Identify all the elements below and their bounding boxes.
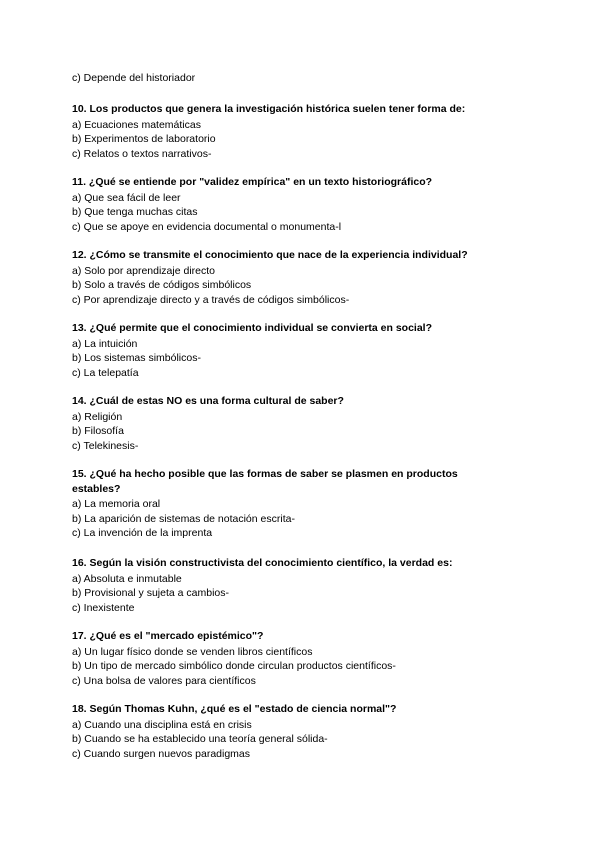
question-13 bbox=[72, 321, 542, 380]
option-a: a) La memoria oral bbox=[72, 498, 161, 510]
question-17 bbox=[72, 629, 542, 688]
question-title: 11. ¿Qué se entiende por "validez empírica" en un texto historiográfico? bbox=[72, 176, 433, 188]
option-c: c) Cuando surgen nuevos paradigmas bbox=[72, 747, 251, 760]
option-b: b) Un tipo de mercado simbólico donde circulan productos científicos- bbox=[72, 660, 396, 672]
option-c: c) Por aprendizaje directo y a través de códigos simbólicos- bbox=[72, 293, 350, 306]
option-c: c) La telepatía bbox=[72, 366, 139, 379]
option-a: a) Cuando una disciplina está en crisis bbox=[72, 718, 252, 731]
question-title: 12. ¿Cómo se transmite el conocimiento que nace de la experiencia individual? bbox=[72, 249, 468, 261]
option-b: b) Experimentos de laboratorio bbox=[72, 133, 216, 145]
option-c: c) Relatos o textos narrativos- bbox=[72, 147, 212, 160]
option-b: b) Que tenga muchas citas bbox=[72, 206, 198, 218]
question-15 bbox=[72, 467, 492, 541]
option-b: b) Cuando se ha establecido una teoría general sólida- bbox=[72, 733, 328, 745]
question-10 bbox=[72, 102, 542, 161]
question-title: 14. ¿Cuál de estas NO es una forma cultural de saber? bbox=[72, 395, 344, 407]
option-c: c) Que se apoye en evidencia documental o monumenta-l bbox=[72, 220, 342, 233]
option-a: a) Un lugar físico donde se venden libros científicos bbox=[72, 645, 313, 658]
previous-option-c: c) Depende del historiador bbox=[72, 72, 196, 84]
question-title: 16. Según la visión constructivista del conocimiento científico, la verdad es: bbox=[72, 557, 453, 569]
question-12 bbox=[72, 248, 542, 307]
option-a: a) Solo por aprendizaje directo bbox=[72, 264, 216, 277]
question-18 bbox=[72, 702, 542, 761]
question-11 bbox=[72, 175, 542, 234]
option-a: a) Religión bbox=[72, 410, 123, 423]
question-title: 13. ¿Qué permite que el conocimiento individual se convierta en social? bbox=[72, 322, 433, 334]
question-title: 17. ¿Qué es el "mercado epistémico"? bbox=[72, 630, 264, 642]
option-b: b) Provisional y sujeta a cambios- bbox=[72, 587, 229, 599]
option-a: a) La intuición bbox=[72, 337, 138, 350]
question-16 bbox=[72, 556, 542, 615]
option-c: c) Una bolsa de valores para científicos bbox=[72, 674, 256, 687]
question-title: 10. Los productos que genera la investigación histórica suelen tener forma de: bbox=[72, 103, 466, 115]
question-title: 15. ¿Qué ha hecho posible que las formas de saber se plasmen en productos estables? bbox=[72, 468, 458, 495]
option-c: c) La invención de la imprenta bbox=[72, 527, 213, 539]
question-14 bbox=[72, 394, 542, 453]
option-b: b) Solo a través de códigos simbólicos bbox=[72, 279, 252, 291]
option-c: c) Telekinesis- bbox=[72, 439, 139, 452]
option-a: a) Absoluta e inmutable bbox=[72, 572, 182, 585]
option-c: c) Inexistente bbox=[72, 601, 135, 614]
option-b: b) Los sistemas simbólicos- bbox=[72, 352, 201, 364]
option-a: a) Ecuaciones matemáticas bbox=[72, 118, 201, 131]
question-title: 18. Según Thomas Kuhn, ¿qué es el "estado de ciencia normal"? bbox=[72, 703, 397, 715]
option-b: b) Filosofía bbox=[72, 425, 124, 437]
option-a: a) Que sea fácil de leer bbox=[72, 191, 181, 204]
option-b: b) La aparición de sistemas de notación escrita- bbox=[72, 512, 295, 525]
